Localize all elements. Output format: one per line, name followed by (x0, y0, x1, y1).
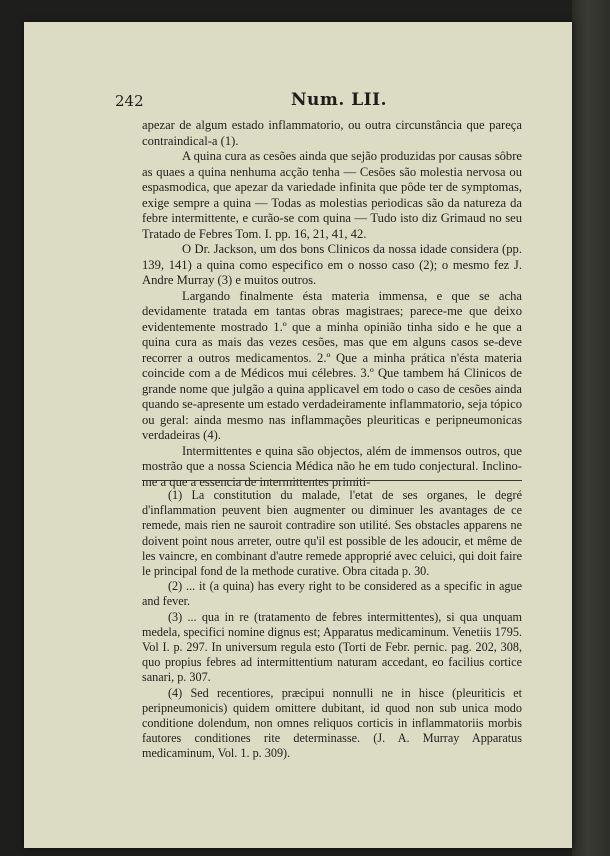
paragraph: A quina cura as cesões ainda que sejão produzidas por causas sôbre as quaes a quina nenhuma acção tenha — Cesões são molestia nervosa ou espasmodica, que apezar da variedade infinita que pôde ter de symptomas, exige sempre a quina — Todas as molestias periodicas são da natureza da febre intermittente, e curão-se com quina — Tudo isto diz Grimaud no seu Tratado de Febres Tom. I. pp. 16, 21, 41, 42. (142, 149, 522, 241)
page-header (115, 90, 515, 112)
paragraph: Largando finalmente ésta materia immensa, e que se acha devidamente tratada em tantas obras magistraes; parece-me que deixo evidentemente mostrado 1.º que a minha opinião tinha sido e he que a quina cura as mais das vezes cesões, mas que em alguns casos se-deve recorrer a outros medicamentos. 2.º Que a minha prática n'ésta materia coincide com a de Médicos mui célebres. 3.º Que tambem há Clinicos de grande nome que julgão a quina applicavel em todo o caso de cesões ainda quando se-apresente um estado verdadeiramente inflammatorio, seja tópico ou geral: ainda mesmo nas inflammações pleuriticas e peripneumonicas verdadeiras (4). (142, 288, 522, 442)
footnote-divider (142, 480, 522, 481)
main-text (142, 118, 522, 490)
footnote: (2) ... it (a quina) has every right to be considered as a specific in ague and fever. (142, 579, 522, 609)
paragraph: O Dr. Jackson, um dos bons Clinicos da nossa idade considera (pp. 139, 141) a quina como especifico em o nosso caso (2); o mesmo fez J. Andre Murray (3) e muitos outros. (142, 242, 522, 287)
page-number: 242 (115, 92, 144, 110)
footnote: (3) ... qua in re (tratamento de febres intermittentes), si qua unquam medela, specifici nomine dignus est; Apparatus medicaminum. Venetiis 1795. Vol I. p. 297. In universum regula esto (Torti de Febr. pernic. pag. 202, 308, quo propius febres ad intermittentium naturam accedant, eo facilius cortice sanari, p. 307. (142, 609, 522, 685)
footnote: (4) Sed recentiores, præcipui nonnulli ne in hisce (pleuriticis et peripneumonicis) quidem omittere dubitant, id quod non sub unica modo conditione dolendum, non omnes reliquos corticis in inflammatoriis morbis fautores conditiones rite determinasse. (J. A. Murray Apparatus medicaminum, Vol. 1. p. 309). (142, 685, 522, 761)
running-title: Num. LII. (291, 90, 387, 110)
adjacent-page-edge (572, 0, 610, 856)
paragraph: apezar de algum estado inflammatorio, ou outra circunstância que pareça contraindical-a (1). (142, 118, 522, 148)
paragraph: Intermittentes e quina são objectos, além de immensos outros, que mostrão que a nossa Sciencia Médica não he em tudo conjectural. Inclino-me a que a essencia de intermittentes primiti- (142, 443, 522, 489)
footnote: (1) La constitution du malade, l'etat de ses organes, le degré d'inflammation peuvent bien augmenter ou diminuer les avantages de ce remede, mais rien ne sauroit contradire son utilité. Ses obstacles apparens ne doivent point nous arreter, outre qu'il est possible de les adoucir, et même de les vaincre, en combinant d'autre remede approprié avec celuici, qui doit faire le principal fond de la methode curative. Obra citada p. 30. (142, 488, 522, 579)
footnotes (142, 488, 522, 762)
